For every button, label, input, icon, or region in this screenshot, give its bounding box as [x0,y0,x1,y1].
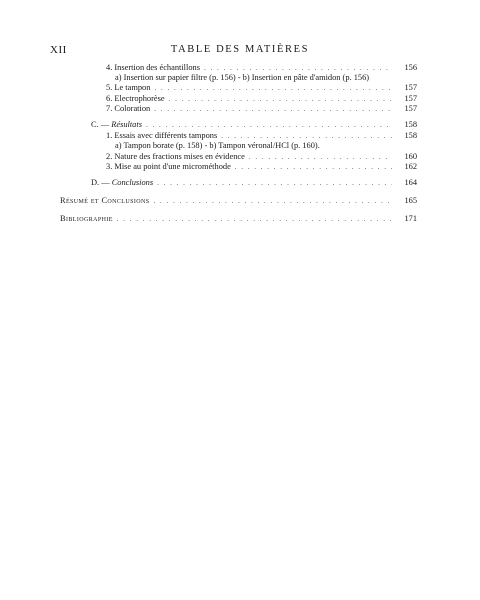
toc-section-resultats [91,120,417,130]
toc-entry-label: 1. Essais avec différents tampons [106,131,218,140]
toc-entry-page: 157 [404,94,417,103]
toc-entry-page: 165 [404,196,417,205]
toc-entry-page: 160 [404,152,417,161]
toc-entry-essais [106,131,417,141]
toc-section-title: Conclusions [111,178,154,187]
toc-entry-nature [106,152,417,162]
toc-entry-tampon [106,83,417,93]
toc-chapter-resume [60,196,417,206]
toc-entry-page: 157 [404,104,417,113]
toc-entry-page: 158 [404,120,417,129]
page-number: XII [50,44,67,56]
dot-leader [204,63,392,73]
toc-section-letter: D. — [91,178,112,187]
toc-entry-label: 3. Mise au point d'une microméthode [106,162,231,171]
toc-entry-page: 171 [404,214,417,223]
toc-entry-coloration [106,104,417,114]
toc-subentry-essais: a) Tampon borate (p. 158) - b) Tampon véronal/HCl (p. 160). [115,141,320,150]
dot-leader [249,152,392,162]
dot-leader [153,196,392,206]
toc-entry-label: 2. Nature des fractions mises en évidence [106,152,245,161]
dot-leader [117,214,392,224]
dot-leader [154,104,392,114]
toc-entry-label: 4. Insertion des échantillons [106,63,200,72]
toc-entry-label: 5. Le tampon [106,83,151,92]
running-title: TABLE DES MATIÈRES [170,44,310,55]
toc-section-title: Résultats [111,120,142,129]
toc-section-label [91,120,142,130]
dot-leader [221,131,392,141]
dot-leader [157,178,392,188]
toc-subentry-insertion: a) Insertion sur papier filtre (p. 156) - b) Insertion en pâte d'amidon (p. 156) [115,73,370,82]
dot-leader [146,120,392,130]
toc-entry-page: 162 [404,162,417,171]
toc-entry-micromethode [106,162,417,172]
toc-entry-page: 164 [404,178,417,187]
toc-section-label [91,178,153,188]
toc-entry-page: 156 [404,63,417,72]
toc-section-conclusions [91,178,417,188]
toc-entry-page: 158 [404,131,417,140]
toc-section-letter: C. — [91,120,112,129]
toc-entry-page: 157 [404,83,417,92]
toc-chapter-bibliographie [60,214,417,224]
dot-leader [154,83,392,93]
toc-entry-insertion [106,63,417,73]
toc-chapter-label: Résumé et Conclusions [60,196,150,205]
toc-entry-electrophorese [106,94,417,104]
toc-entry-label: 7. Coloration [106,104,151,113]
dot-leader [235,162,392,172]
toc-entry-label: 6. Electrophorèse [106,94,165,103]
dot-leader [169,94,392,104]
toc-chapter-label: Bibliographie [60,214,113,223]
